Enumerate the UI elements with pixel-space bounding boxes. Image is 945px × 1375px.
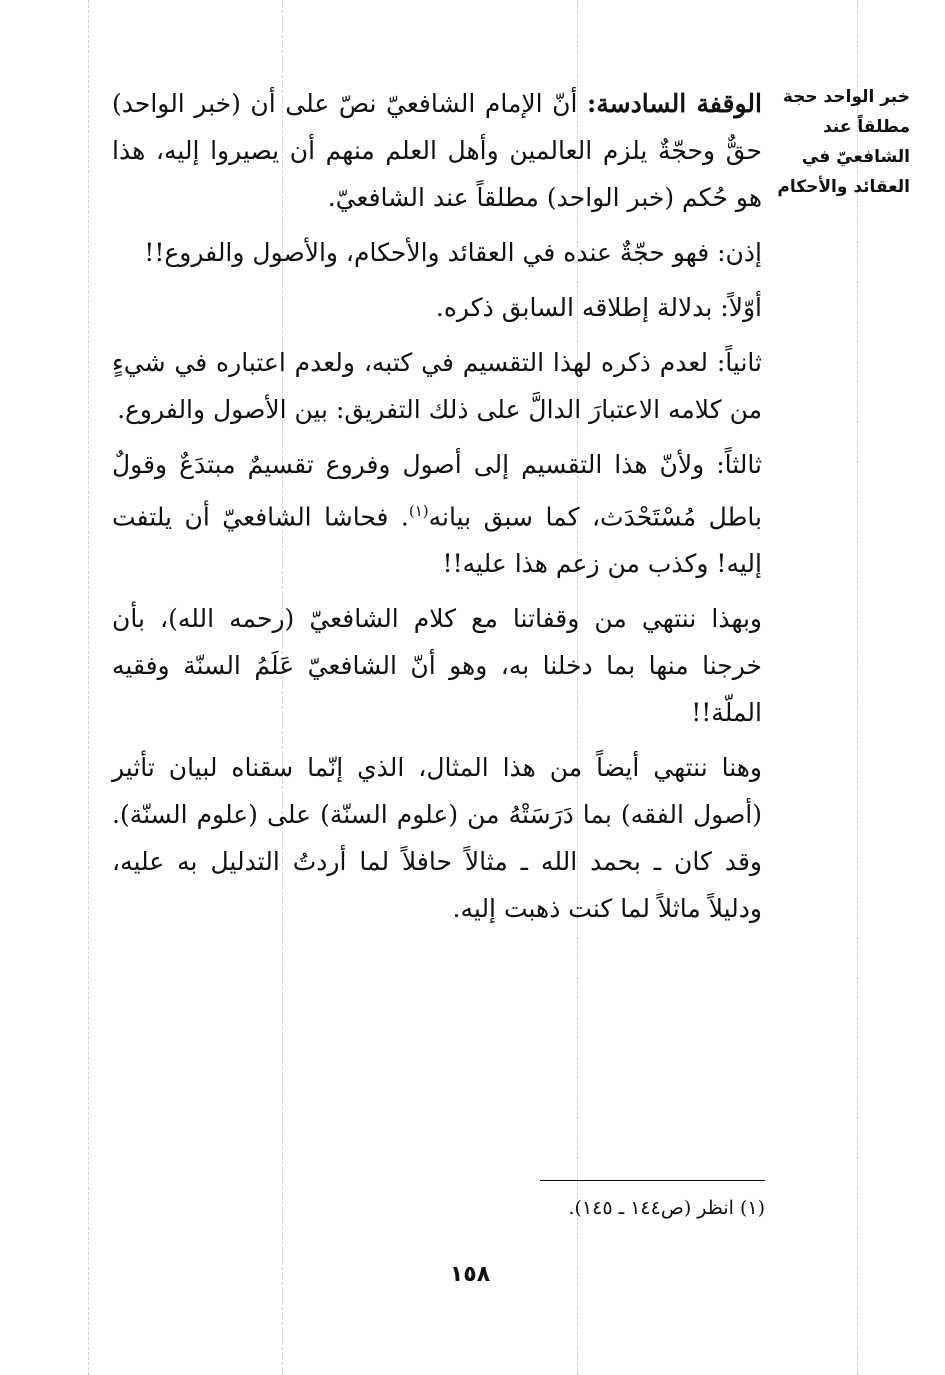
paragraph-text: أوّلاً: بدلالة إطلاقه السابق ذكره. bbox=[435, 293, 762, 322]
paragraph bbox=[112, 80, 762, 221]
page-number: ١٥٨ bbox=[449, 1262, 491, 1287]
paragraph-text: ثالثاً: ولأنّ هذا التقسيم إلى أصول وفروع تقسيمٌ مبتدَعٌ وقولٌ باطل مُسْتَحْدَث، كما سبق بيانه bbox=[112, 450, 762, 532]
paragraph-text: وبهذا ننتهي من وقفاتنا مع كلام الشافعيّ (رحمه الله)، بأن خرجنا منها بما دخلنا به، وهو أنّ الشافعيّ عَلَمُ السنّة وفقيه الملّة!! bbox=[112, 604, 762, 728]
paragraph bbox=[112, 229, 762, 276]
paragraph-lead: الوقفة السادسة: bbox=[587, 89, 762, 118]
paragraph bbox=[112, 441, 762, 587]
paragraph bbox=[112, 284, 762, 331]
footnote: (١) انظر (ص١٤٤ ـ ١٤٥). bbox=[568, 1197, 765, 1219]
main-text bbox=[112, 80, 762, 940]
paragraph-text: إذن: فهو حجّةٌ عنده في العقائد والأحكام، والأصول والفروع!! bbox=[144, 238, 762, 267]
paragraph bbox=[112, 595, 762, 736]
paragraph-text: ثانياً: لعدم ذكره لهذا التقسيم في كتبه، ولعدم اعتباره في شيءٍ من كلامه الاعتبارَ الدالَّ على ذلك التفريق: بين الأصول والفروع. bbox=[112, 348, 762, 424]
footnote-marker[interactable]: (١) bbox=[408, 502, 429, 520]
paragraph bbox=[112, 744, 762, 932]
paragraph bbox=[112, 339, 762, 433]
margin-note: خبر الواحد حجة مطلقاً عند الشافعيّ في العقائد والأحكام bbox=[777, 87, 910, 197]
page-guide-line bbox=[857, 0, 858, 1375]
paragraph-text: أنّ الإمام الشافعيّ نصّ على أن (خبر الواحد) حقٌّ وحجّةٌ يلزم العالمين وأهل العلم منهم أن يصيروا إليه، هذا هو حُكم (خبر الواحد) مطلقاً عند الشافعيّ. bbox=[112, 89, 762, 212]
paragraph-text: وهنا ننتهي أيضاً من هذا المثال، الذي إنّما سقناه لبيان تأثير (أصول الفقه) بما دَرَسَتْهُ من (علوم السنّة) على (علوم السنّة). وقد كان ـ بحمد الله ـ مثالاً حافلاً لما أردتُ التدليل به عليه، ودليلاً ماثلاً لما كنت ذهبت إليه. bbox=[112, 753, 762, 924]
page-guide-line bbox=[88, 0, 89, 1375]
paragraph-text: . فحاشا الشافعيّ أن يلتفت إليه! وكذب من زعم هذا عليه!! bbox=[112, 502, 762, 579]
footnote-divider bbox=[540, 1180, 765, 1181]
